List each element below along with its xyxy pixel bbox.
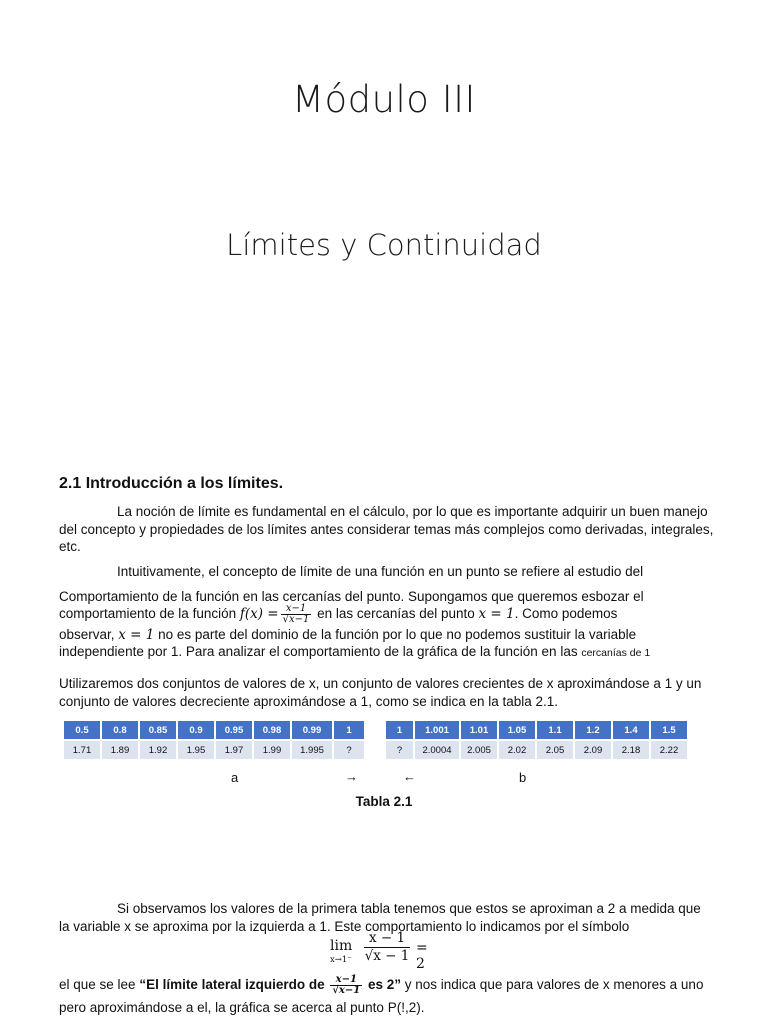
- fraction-numerator: x−1: [281, 604, 312, 615]
- limit-subscript: x→1⁻: [330, 955, 352, 965]
- table-cell: 0.8: [102, 721, 138, 739]
- table-cell: 2.0004: [415, 741, 459, 759]
- limit-numerator: x − 1: [364, 930, 410, 948]
- table-cell: 1.001: [415, 721, 459, 739]
- table-cell: 0.99: [292, 721, 332, 739]
- paragraph-intro-text: La noción de límite es fundamental en el cálculo, por lo que es importante adquirir un buen manejo del concepto y propiedades de los límites antes considerar temas más complejos como derivadas, integrales, etc.: [59, 504, 714, 554]
- point-expression-2: x = 1: [118, 627, 155, 643]
- p5-bold-a: “El límite lateral izquierdo de: [139, 977, 329, 993]
- p5-fraction-numerator: x−1: [330, 975, 362, 986]
- table-cell: 1.99: [254, 741, 290, 759]
- table-cell: 1.2: [575, 721, 611, 739]
- fraction-denominator: √x−1: [282, 614, 310, 625]
- limit-result: = 2: [416, 940, 428, 972]
- paragraph-sets: Utilizaremos dos conjuntos de valores de x, un conjunto de valores crecientes de x aproximándose a 1 y un conjunto de valores decreciente aproximándose a 1, como se indica en la tabla 2.1.: [59, 676, 702, 709]
- table-caption: Tabla 2.1: [355, 794, 413, 809]
- limit-denominator: √x − 1: [364, 948, 410, 964]
- table-cell: 0.98: [254, 721, 290, 739]
- table-cell: 1.92: [140, 741, 176, 759]
- values-table-b: [384, 719, 689, 761]
- table-cell: 1.4: [613, 721, 649, 739]
- table-cell: ?: [386, 741, 413, 759]
- table-cell: 1.71: [64, 741, 100, 759]
- table-cell: 1.95: [178, 741, 214, 759]
- p5-line2: pero aproximándose a el, la gráfica se acerca al punto P(!,2).: [59, 1000, 425, 1015]
- p2-line1: Intuitivamente, el concepto de límite de una función en un punto se refiere al estudio del: [117, 564, 644, 579]
- p2-line5: independiente por 1. Para analizar el comportamiento de la gráfica de la función en las: [59, 644, 582, 659]
- table-cell: 1.05: [499, 721, 535, 739]
- p5-b: y nos indica que para valores de x menores a uno: [401, 977, 704, 993]
- table-cell: 1.5: [651, 721, 687, 739]
- table-cell: 2.05: [537, 741, 573, 759]
- point-expression: x = 1: [478, 606, 515, 623]
- paragraph-intuition: [59, 563, 714, 663]
- p2-line4-b: no es parte del dominio de la función por lo que no podemos sustituir la variable: [154, 627, 637, 642]
- page-title: Módulo III: [292, 78, 476, 121]
- table-a-y-row: [64, 741, 364, 759]
- values-table-a: [62, 719, 366, 761]
- p2-line4-a: observar,: [59, 627, 119, 642]
- table-cell: 2.22: [651, 741, 687, 759]
- table-a-label: a: [231, 770, 239, 785]
- page-subtitle: Límites y Continuidad: [226, 228, 542, 262]
- p5-bold-b: es 2”: [364, 977, 402, 993]
- table-cell: 1.01: [461, 721, 497, 739]
- table-cell: 1: [334, 721, 364, 739]
- function-fraction: [281, 604, 312, 625]
- p2-line2: Comportamiento de la función en las cercanías del punto. Supongamos que queremos esbozar el: [59, 589, 644, 604]
- table-cell: 2.18: [613, 741, 649, 759]
- table-cell: 2.09: [575, 741, 611, 759]
- table-cell: 2.02: [499, 741, 535, 759]
- p5-a: el que se lee: [59, 977, 140, 993]
- table-b-y-row: [386, 741, 687, 759]
- paragraph-intro: [59, 503, 714, 556]
- table-a-x-row: [64, 721, 364, 739]
- table-cell: 0.85: [140, 721, 176, 739]
- table-b-label: b: [519, 770, 527, 785]
- table-cell: 0.5: [64, 721, 100, 739]
- limit-word: lim: [330, 938, 353, 954]
- table-cell: 1: [386, 721, 413, 739]
- p2-line5-small: cercanías de 1: [581, 647, 651, 659]
- table-cell: 0.9: [178, 721, 214, 739]
- table-b-x-row: [386, 721, 687, 739]
- table-cell: 0.95: [216, 721, 252, 739]
- p5-fraction-denominator: √x−1: [332, 985, 361, 996]
- table-cell: 1.97: [216, 741, 252, 759]
- p2-line3-b: en las cercanías del punto: [313, 606, 479, 622]
- table-cell: 1.89: [102, 741, 138, 759]
- table-cell: 2.005: [461, 741, 497, 759]
- paragraph-reading: [59, 975, 714, 1017]
- table-cell: ?: [334, 741, 364, 759]
- arrow-right-icon: →: [345, 769, 358, 784]
- p2-line3-a: comportamiento de la función: [59, 606, 237, 622]
- table-cell: 1.995: [292, 741, 332, 759]
- section-heading: 2.1 Introducción a los límites.: [59, 475, 284, 492]
- limit-fraction: [364, 930, 410, 965]
- p5-fraction: [330, 975, 362, 996]
- paragraph-observation-text: Si observamos los valores de la primera tabla tenemos que estos se aproximan a 2 a medida que la variable x se aproxima por la izquierda a 1. Este comportamiento lo indicamos por el símbolo: [59, 901, 701, 934]
- p2-line3-c: . Como podemos: [514, 606, 618, 622]
- arrow-left-icon: ←: [403, 769, 416, 784]
- table-cell: 1.1: [537, 721, 573, 739]
- function-expression: f(x) =: [239, 606, 279, 623]
